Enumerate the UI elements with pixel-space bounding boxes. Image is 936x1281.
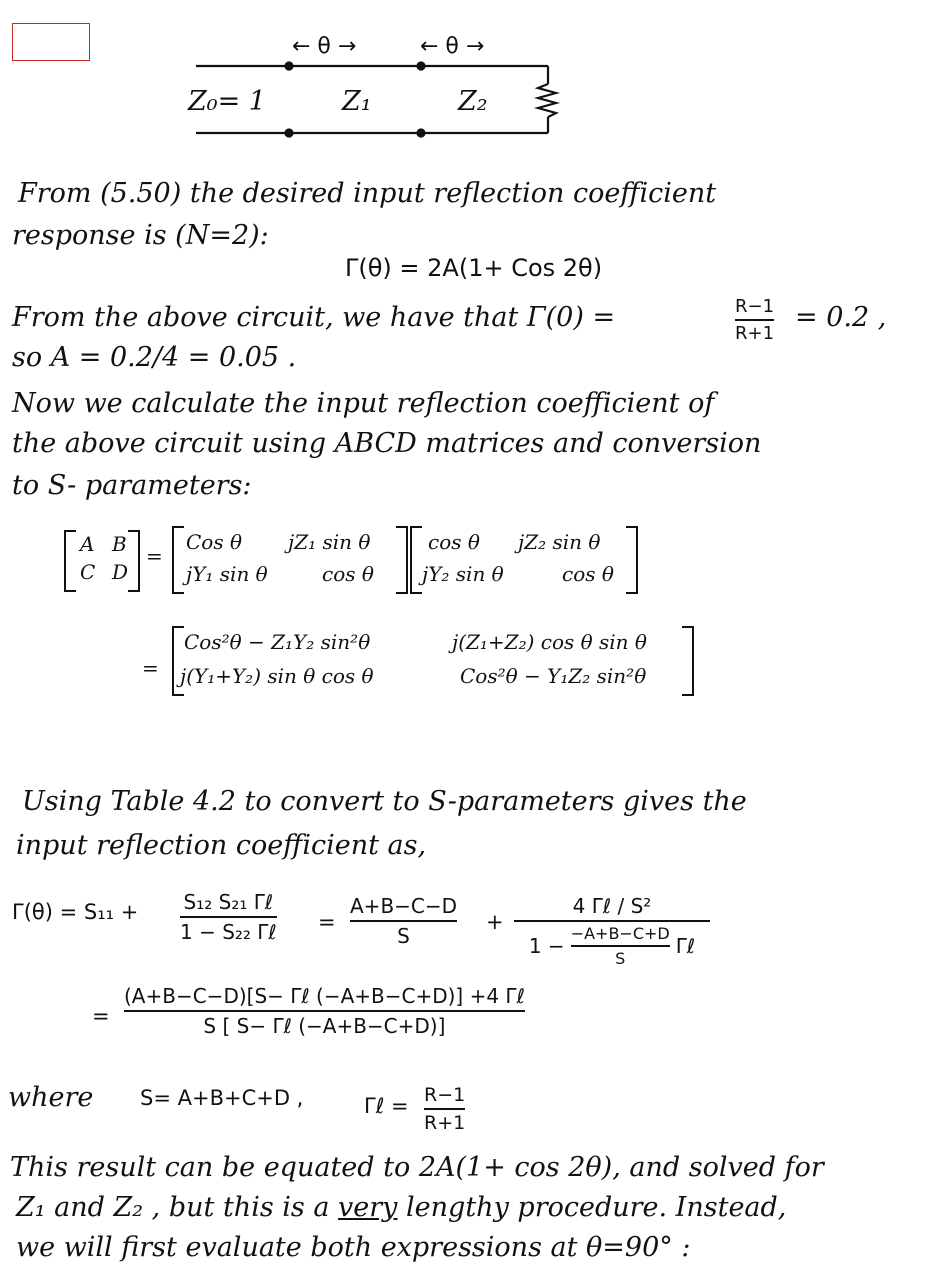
fraction-numerator: −A+B−C+D — [570, 924, 670, 943]
fraction-denominator: S — [615, 949, 626, 968]
fraction-denominator: S — [397, 924, 410, 948]
z0-label: Z₀= 1 — [188, 86, 266, 117]
fraction-denominator: R+1 — [735, 323, 775, 344]
s-param-fraction — [180, 890, 277, 944]
text-line: to S- parameters: — [12, 470, 252, 501]
text-line: This result can be equated to 2A(1+ cos 2θ), and solved for — [10, 1152, 824, 1183]
matrix-cell: Cos²θ − Z₁Y₂ sin²θ — [184, 630, 371, 654]
equals-sign: = — [92, 1004, 110, 1028]
matrix-cell: cos θ — [322, 562, 374, 586]
where-label: where — [8, 1082, 94, 1113]
equals-sign: = — [146, 544, 163, 568]
text-line: the above circuit using ABCD matrices and conversion — [12, 428, 762, 459]
z1-label: Z₁ — [342, 86, 372, 117]
fraction-denominator — [529, 924, 695, 968]
matrix-cell: jY₂ sin θ — [422, 562, 504, 586]
load-fraction — [514, 894, 710, 968]
abcd-fraction — [350, 894, 457, 948]
matrix-cell: cos θ — [562, 562, 614, 586]
gamma0-fraction — [735, 296, 774, 344]
matrix-cell: j(Z₁+Z₂) cos θ sin θ — [452, 630, 647, 654]
text-span: lengthy procedure. Instead, — [406, 1192, 787, 1223]
combined-fraction — [124, 984, 525, 1038]
s-definition: S= A+B+C+D , — [140, 1086, 304, 1110]
theta-length-right: ← θ → — [420, 34, 485, 59]
denominator-term: 1 − — [528, 934, 565, 958]
text-line: From (5.50) the desired input reflection coefficient — [18, 178, 717, 209]
theta-length-left: ← θ → — [292, 34, 357, 59]
fraction-numerator: S₁₂ S₂₁ Γℓ — [183, 890, 274, 914]
fraction-denominator: S [ S− Γℓ (−A+B−C+D)] — [203, 1014, 446, 1038]
plus-sign: + — [486, 910, 504, 934]
denominator-term: Γℓ — [675, 934, 696, 958]
gamma-equation: Γ(θ) = 2A(1+ Cos 2θ) — [345, 254, 603, 282]
fraction-numerator: A+B−C−D — [350, 894, 458, 918]
matrix-cell: A — [80, 532, 95, 556]
text-line: input reflection coefficient as, — [16, 830, 427, 861]
matrix-cell: cos θ — [428, 530, 480, 554]
matrix-cell: B — [112, 532, 127, 556]
text-line: From the above circuit, we have that Γ(0) = — [12, 302, 616, 333]
fraction-denominator: 1 − S₂₂ Γℓ — [180, 920, 277, 944]
fraction-numerator: R−1 — [424, 1084, 466, 1106]
text-span: Z₁ and Z₂ , but this is a — [16, 1192, 330, 1223]
matrix-cell: Cos θ — [186, 530, 243, 554]
fraction-numerator: (A+B−C−D)[S− Γℓ (−A+B−C+D)] +4 Γℓ — [124, 984, 525, 1008]
fraction-numerator: 4 Γℓ / S² — [572, 894, 652, 918]
inner-fraction — [571, 924, 670, 968]
text-line: Now we calculate the input reflection coefficient of — [12, 388, 715, 419]
underlined-word: very — [338, 1192, 398, 1223]
equals-sign: = — [142, 656, 159, 680]
matrix-cell: j(Y₁+Y₂) sin θ cos θ — [180, 664, 374, 688]
fraction-denominator: R+1 — [424, 1112, 466, 1134]
text-line: we will first evaluate both expressions at θ=90° : — [16, 1232, 691, 1263]
gamma-load-label: Γℓ = — [364, 1094, 409, 1118]
transmission-line-circuit — [0, 0, 936, 150]
gamma-load-fraction — [424, 1084, 465, 1134]
text-line — [16, 1192, 786, 1223]
matrix-cell: C — [80, 560, 96, 584]
gamma-lhs: Γ(θ) = S₁₁ + — [12, 900, 139, 924]
z2-label: Z₂ — [458, 86, 488, 117]
text-line: = 0.2 , — [795, 302, 887, 333]
fraction-numerator: R−1 — [735, 296, 775, 317]
matrix-cell: Cos²θ − Y₁Z₂ sin²θ — [460, 664, 647, 688]
text-line: so A = 0.2/4 = 0.05 . — [12, 342, 297, 373]
matrix-cell: D — [112, 560, 129, 584]
matrix-cell: jZ₁ sin θ — [288, 530, 371, 554]
matrix-cell: jZ₂ sin θ — [518, 530, 601, 554]
equals-sign: = — [318, 910, 336, 934]
text-line: response is (N=2): — [12, 220, 269, 251]
text-line: Using Table 4.2 to convert to S-parameters gives the — [22, 786, 747, 817]
matrix-cell: jY₁ sin θ — [186, 562, 268, 586]
